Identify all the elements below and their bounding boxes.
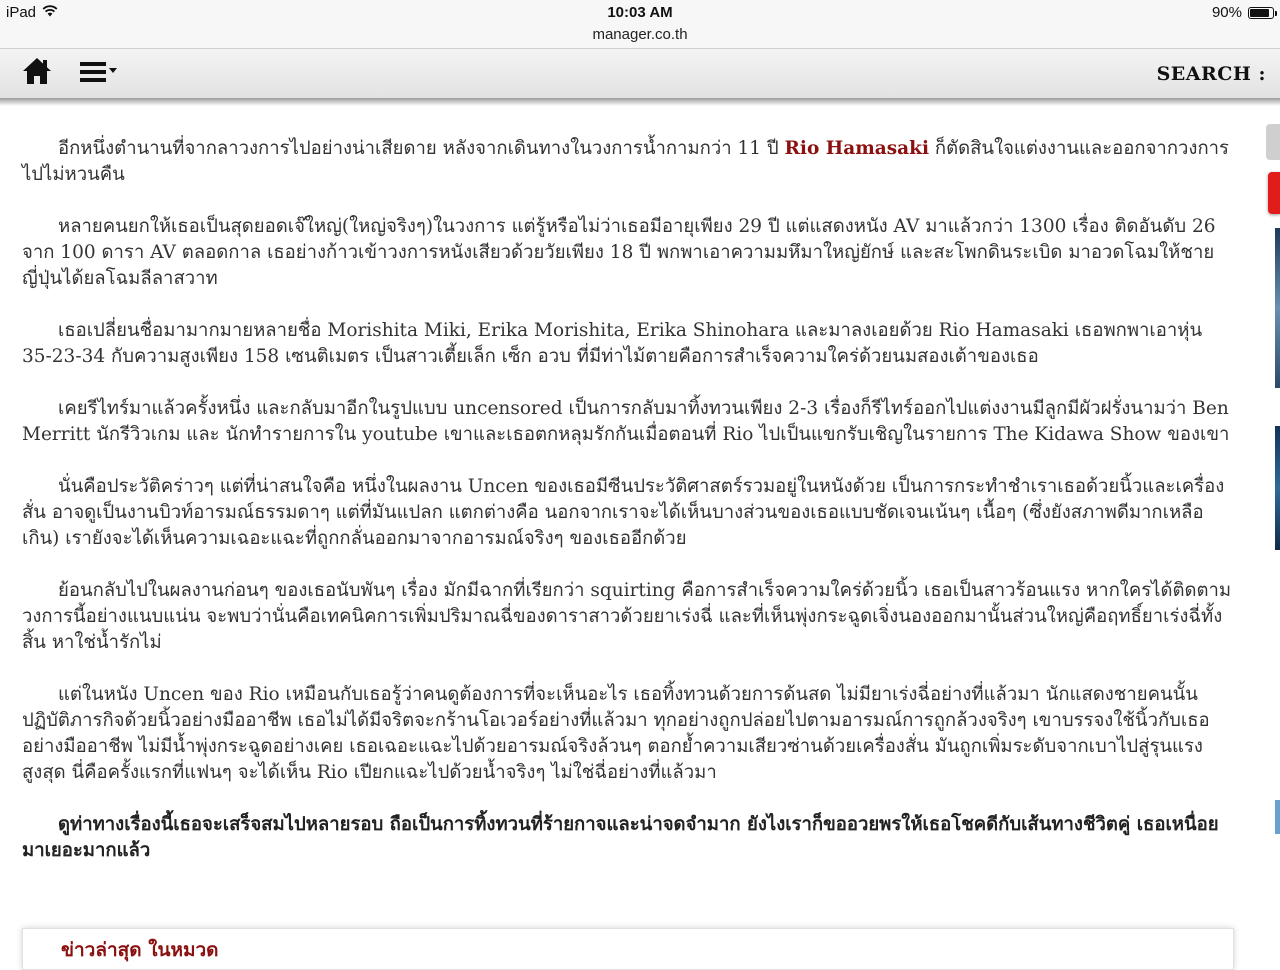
site-navbar xyxy=(0,48,1280,99)
battery-icon xyxy=(1248,7,1274,19)
side-ad-strip-2[interactable] xyxy=(1275,426,1280,550)
menu-icon[interactable] xyxy=(78,59,122,85)
article-body xyxy=(22,136,1232,890)
side-widget-red[interactable] xyxy=(1268,172,1280,214)
article-paragraph-4: เคยรีไทร์มาแล้วครั้งหนึ่ง และกลับมาอีกในรูปแบบ uncensored เป็นการกลับมาทิ้งทวนเพียง 2-3 เรื่องก็รีไทร์ออกไปแต่งงานมีลูกมีผัวฝรั่งนามว่า Ben Merritt นักรีวิวเกม และ นักทำรายการใน youtube เขาและเธอตกหลุมรักกันเมื่อตอนที่ Rio ไปเป็นแขกรับเชิญในรายการ The Kidawa Show ของเขา xyxy=(22,398,1230,445)
side-widget-tab[interactable] xyxy=(1266,124,1280,160)
article-paragraph-6: ย้อนกลับไปในผลงานก่อนๆ ของเธอนับพันๆ เรื่อง มักมีฉากที่เรียกว่า squirting คือการสำเร็จความใคร่ด้วยนิ้ว เธอเป็นสาวร้อนแรง หากใครได้ติดตามวงการนี้อย่างแนบแน่น จะพบว่านั่นคือเทคนิคการเพิ่มปริมาณฉี่ของดาราสาวด้วยยาเร่งฉี่ และที่เห็นพุ่งกระฉูดเจิ่งนองออกมานั้นส่วนใหญ่คือฤทธิ์ยาเร่งฉี่ทั้งสิ้น หาใช่น้ำรักไม่ xyxy=(22,580,1232,653)
address-bar[interactable] xyxy=(0,26,1280,48)
article-paragraph-1 xyxy=(22,136,1232,188)
latest-news-box xyxy=(22,928,1234,970)
latest-news-title: ข่าวล่าสุด ในหมวด xyxy=(61,939,219,961)
rio-hamasaki-link[interactable]: Rio Hamasaki xyxy=(784,138,930,159)
article-paragraph-2: หลายคนยกให้เธอเป็นสุดยอดเจ๊ใหญ่(ใหญ่จริงๆ)ในวงการ แต่รู้หรือไม่ว่าเธอมีอายุเพียง 29 ปี แต่แสดงหนัง AV มาแล้วกว่า 1300 เรื่อง ติดอันดับ 26 จาก 100 ดารา AV ตลอดกาล เธอย่างก้าวเข้าวงการหนังเสียวด้วยวัยเพียง 18 ปี พกพาเอาความมหึมาใหญ่ยักษ์ และสะโพกดินระเบิด มาอวดโฉมให้ชายญี่ปุ่นได้ยลโฉมลีลาสวาท xyxy=(22,216,1216,289)
status-bar xyxy=(0,0,1280,26)
article-paragraph-3: เธอเปลี่ยนชื่อมามากมายหลายชื่อ Morishita Miki, Erika Morishita, Erika Shinohara และมาลงเอยด้วย Rio Hamasaki เธอพกพาเอาหุ่น 35-23-34 กับความสูงเพียง 158 เซนติเมตร เป็นสาวเตี้ยเล็ก เซ็ก อวบ ที่มีท่าไม้ตายคือการสำเร็จความใคร่ด้วยนมสองเต้าของเธอ xyxy=(22,320,1203,367)
article-paragraph-7: แต่ในหนัง Uncen ของ Rio เหมือนกับเธอรู้ว่าคนดูต้องการที่จะเห็นอะไร เธอทิ้งทวนด้วยการด้นสด ไม่มียาเร่งฉี่อย่างที่แล้วมา นักแสดงชายคนนั้นปฏิบัติภารกิจด้วยนิ้วอย่างมืออาชีพ เธอไม่ได้มีจริตจะกร้านโอเวอร์อย่างที่แล้วมา ทุกอย่างถูกปล่อยไปตามอารมณ์การถูกล้วงจริงๆ เขาบรรจงใช้นิ้วกับเธออย่างมืออาชีพ ไม่มีน้ำพุ่งกระฉูดอย่างเคย เธอเฉอะแฉะไปด้วยอารมณ์จริงล้วนๆ ตอกย้ำความเสียวซ่านด้วยเครื่องสั่น มันถูกเพิ่มระดับจากเบาไปสู่รุนแรงสูงสุด นี่คือครั้งแรกที่แฟนๆ จะได้เห็น Rio เปียกแฉะไปด้วยน้ำจริงๆ ไม่ใช่ฉี่อย่างที่แล้วมา xyxy=(22,684,1210,783)
home-icon[interactable] xyxy=(22,57,52,85)
navbar-shadow xyxy=(0,98,1280,106)
article-paragraph-5: นั่นคือประวัติคร่าวๆ แต่ที่น่าสนใจคือ หนึ่งในผลงาน Uncen ของเธอมีซีนประวัติศาสตร์รวมอยู่ในหนังด้วย เป็นการกระทำชำเราเธอด้วยนิ้วและเครื่องสั่น อาจดูเป็นงานบิวท์อารมณ์ธรรมดาๆ แต่ที่มันแปลก แตกต่างคือ นอกจากเราจะได้เห็นบางส่วนของเธอแบบชัดเจนเน้นๆ เนื้อๆ (ซึ่งยังสภาพดีมากเหลือเกิน) เรายังจะได้เห็นความเฉอะแฉะที่ถูกกลั่นออกมาจากอารมณ์จริงๆ ของเธออีกด้วย xyxy=(22,476,1225,549)
status-right xyxy=(1212,4,1274,21)
battery-fill xyxy=(1250,9,1269,17)
status-clock: 10:03 AM xyxy=(607,4,673,21)
menu-button[interactable] xyxy=(78,59,122,85)
home-button[interactable] xyxy=(22,57,52,87)
paragraph-1-text-b: ก็ตัดสินใจแต่งงานและออกจากวงการไปไม่หวนคืน xyxy=(22,138,1229,185)
battery-percent: 90% xyxy=(1211,4,1242,21)
paragraph-1-text-a: อีกหนึ่งตำนานที่จากลาวงการไปอย่างน่าเสียดาย หลังจากเดินทางในวงการน้ำกามกว่า 11 ปี xyxy=(58,138,785,159)
device-label: iPad xyxy=(6,4,37,21)
side-ad-strip[interactable] xyxy=(1275,228,1280,388)
article-paragraph-8: ดูท่าทางเรื่องนี้เธอจะเสร็จสมไปหลายรอบ ถือเป็นการทิ้งทวนที่ร้ายกาจและน่าจดจำมาก ยังไงเราก็ขออวยพรให้เธอโชคดีกับเส้นทางชีวิตคู่ เธอเหนื่อยมาเยอะมากแล้ว xyxy=(22,814,1219,861)
search-button[interactable]: SEARCH : xyxy=(1156,63,1266,85)
side-ad-strip-3[interactable] xyxy=(1275,800,1280,834)
url-domain[interactable]: manager.co.th xyxy=(592,26,688,43)
